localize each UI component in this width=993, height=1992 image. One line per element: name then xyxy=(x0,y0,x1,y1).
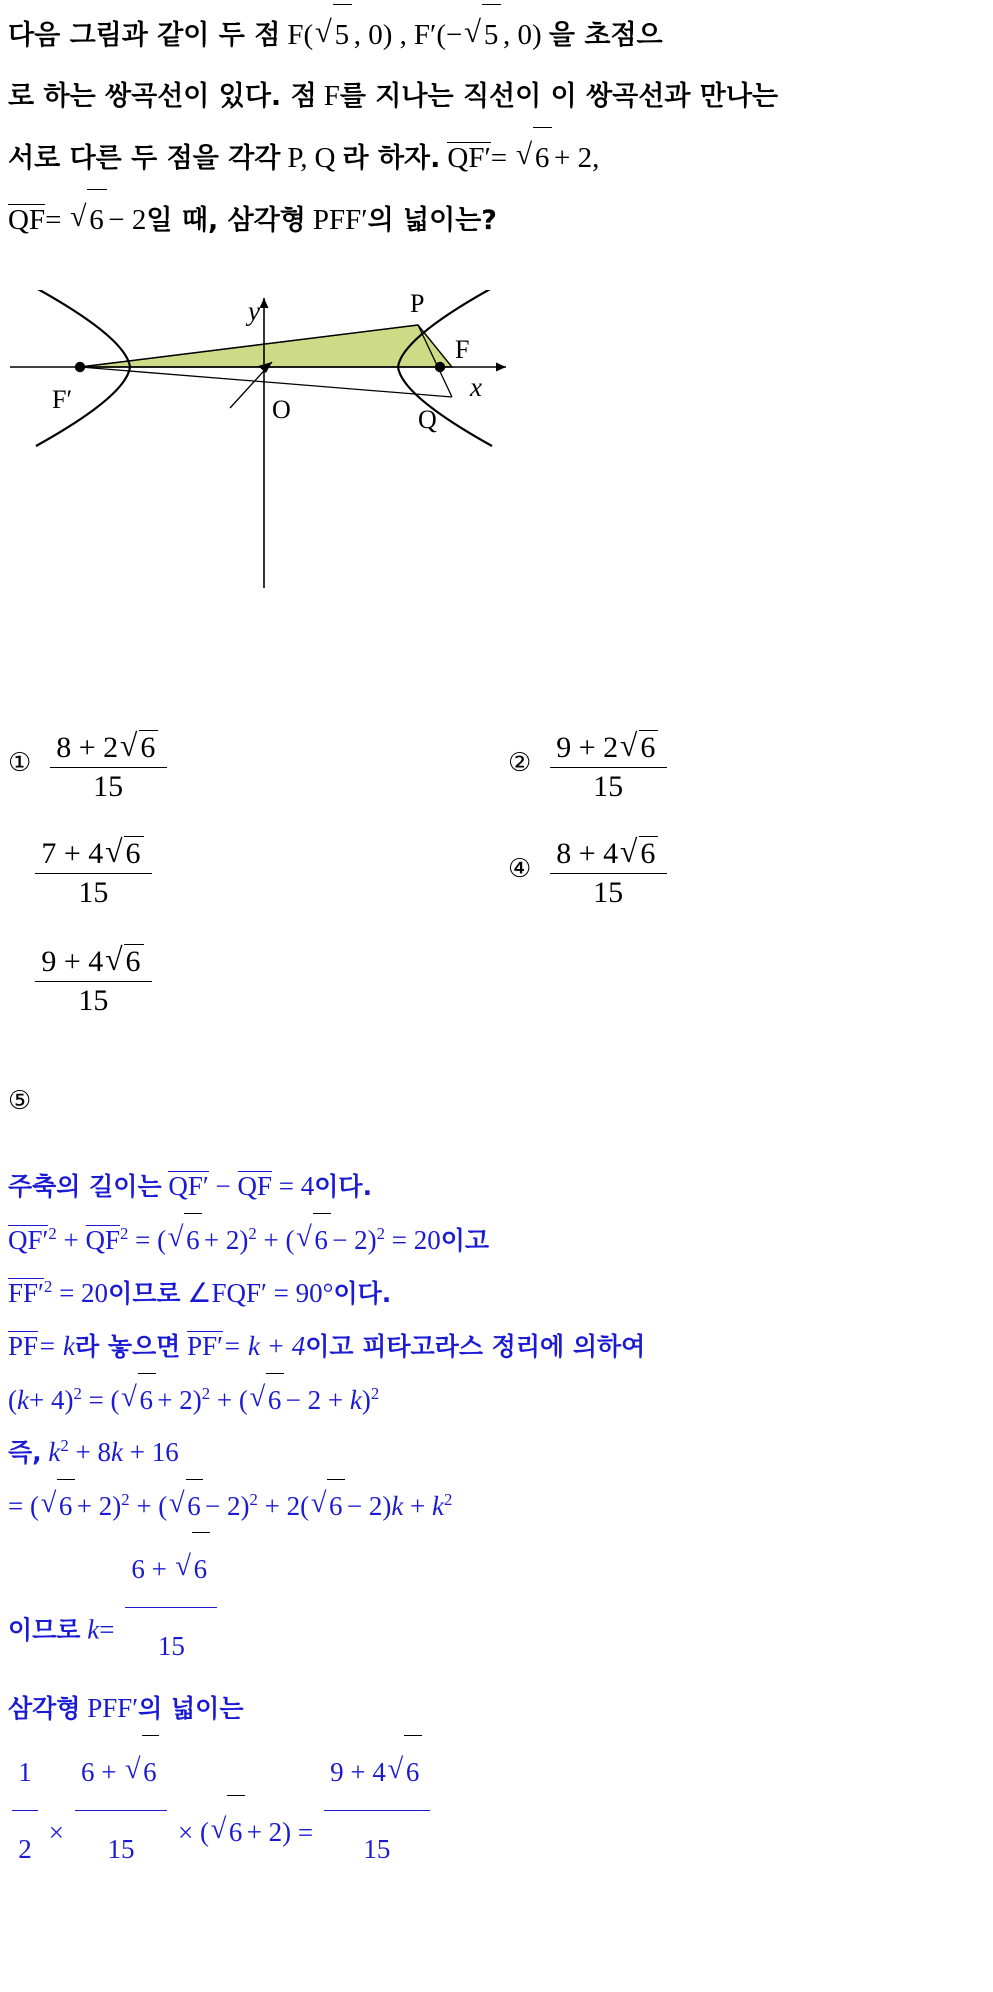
problem-statement xyxy=(8,4,988,251)
problem-line-3-d: 라 하자. xyxy=(342,143,441,174)
hyperbola-figure xyxy=(0,290,560,600)
solution-l3-b: = 20 xyxy=(59,1278,109,1308)
problem-line-4: QF= √ 6 − 2일 때, 삼각형 PFF′의 넓이는? xyxy=(8,189,988,251)
problem-line-1-tail: 을 초점으 xyxy=(548,20,663,51)
solution-l8-a: 이므로 xyxy=(8,1615,81,1645)
choice-3-denominator: 15 xyxy=(35,873,152,910)
choice-2-numerator: 9 + 2 √ 6 xyxy=(550,730,667,767)
solution-line-2 xyxy=(8,1213,988,1267)
choice-2-denominator: 15 xyxy=(550,767,667,804)
choice-4-denominator: 15 xyxy=(550,873,667,910)
choice-2[interactable] xyxy=(508,730,672,804)
problem-line-1 xyxy=(8,4,988,66)
choice-1-value xyxy=(50,730,167,804)
solution-l4-e: = k + 4 xyxy=(223,1331,306,1361)
solution-line-6 xyxy=(8,1426,988,1479)
solution-seg-pf: PF xyxy=(8,1331,39,1361)
solution-l9-triangle: PFF′ xyxy=(87,1693,139,1723)
solution-k2-num: 6 + √ 6 xyxy=(75,1735,167,1810)
solution-l2-pow2: 2 xyxy=(120,1224,129,1243)
solution-l9-c: 의 넓이는 xyxy=(138,1694,244,1723)
choice-2-value xyxy=(550,730,667,804)
solution-seg-qf: QF xyxy=(237,1171,273,1201)
solution-seg-pfprime: PF′ xyxy=(187,1331,224,1361)
label-y: y xyxy=(248,296,260,326)
choice-2-number: ② xyxy=(508,747,532,778)
solution-l2-seg1: QF′ xyxy=(8,1225,49,1255)
solution-l3-e: 이다. xyxy=(333,1279,392,1308)
choice-3-numerator: 7 + 4 √ 6 xyxy=(35,836,152,873)
focus-left-dot xyxy=(75,362,85,372)
choice-5-value xyxy=(35,944,152,1018)
solution-times-2: × xyxy=(177,1817,194,1848)
choice-4-number: ④ xyxy=(508,853,532,884)
solution-line-8: 이므로 k= $\frac{6 + √ 6}{15}$ xyxy=(8,1532,988,1682)
solution-line-9 xyxy=(8,1682,988,1735)
solution-l3-angle: ∠FQF′ = 90° xyxy=(187,1278,334,1308)
choice-4[interactable] xyxy=(508,836,672,910)
solution-line-3 xyxy=(8,1267,988,1320)
choice-4-numerator: 8 + 4 √ 6 xyxy=(550,836,667,873)
solution-line-1-f: 이다. xyxy=(314,1172,373,1201)
problem-line-2-f: F xyxy=(323,80,340,112)
choice-1-number: ① xyxy=(8,747,32,778)
answer-marker: ⑤ xyxy=(8,1086,32,1116)
problem-line-4-d: 의 넓이는? xyxy=(367,205,497,236)
solution-line-4 xyxy=(8,1320,988,1373)
solution-l3-pow: 2 xyxy=(43,1277,53,1296)
solution-l4-f: 이고 피타고라스 정리에 의하여 xyxy=(305,1332,646,1361)
solution-l3-c: 이므로 xyxy=(108,1279,181,1308)
solution-half xyxy=(12,1736,37,1885)
solution-line-5 xyxy=(8,1373,988,1426)
solution-line-1 xyxy=(8,1160,988,1213)
focus-f: F( √ 5 , 0) xyxy=(287,19,399,51)
solution-l2-expr: = ( √ 6 + 2)$^2$ + ( √ 6 − 2)$^2$ = 20 xyxy=(135,1225,441,1255)
label-point-q: Q xyxy=(418,405,437,434)
solution-final-value xyxy=(324,1735,429,1885)
solution-l6-a: 즉, xyxy=(8,1438,42,1467)
point-q-ref: Q xyxy=(314,142,336,174)
segment-qfprime: QF′ xyxy=(447,142,491,174)
choice-3[interactable] xyxy=(30,836,157,910)
choice-1-denominator: 15 xyxy=(50,767,167,804)
label-focus-right: F xyxy=(455,335,470,364)
problem-line-2-c: 를 지나는 직선이 이 쌍곡선과 만나는 xyxy=(339,81,779,112)
solution-line-10 xyxy=(8,1735,988,1885)
solution-times-1: × xyxy=(48,1817,64,1848)
choice-1-numerator: 8 + 2 √ 6 xyxy=(50,730,167,767)
solution-k-den: 15 xyxy=(125,1607,217,1682)
problem-line-3-a: 서로 다른 두 점을 각각 xyxy=(8,143,281,174)
solution-l2-plus: + xyxy=(63,1225,79,1255)
choice-4-value xyxy=(550,836,667,910)
point-p-ref: P xyxy=(287,142,301,174)
solution-equals: = xyxy=(297,1817,314,1848)
segment-qf: QF xyxy=(8,204,46,236)
label-x: x xyxy=(470,372,482,402)
solution-line-1-minus: − xyxy=(215,1171,231,1201)
solution-final-den: 15 xyxy=(324,1810,429,1885)
problem-line-1-text: 다음 그림과 같이 두 점 xyxy=(8,20,281,51)
label-origin: O xyxy=(272,395,291,424)
solution-k-num: 6 + √ 6 xyxy=(125,1532,217,1607)
choice-5-denominator: 15 xyxy=(35,981,152,1018)
choice-1[interactable] xyxy=(8,730,172,804)
solution-l7-expr: = ( √ 6 + 2)$^2$ + ( √ 6 − 2)$^2$ + 2( √ $6 - 2)k + k^2$ xyxy=(8,1491,452,1521)
solution-k-value-2 xyxy=(75,1735,167,1885)
solution-line-1-a: 주축의 길이는 xyxy=(8,1172,162,1201)
problem-line-3: 서로 다른 두 점을 각각 P, Q 라 하자. QF′= √ 6 + 2, xyxy=(8,127,988,189)
problem-line-2 xyxy=(8,66,988,127)
solution-k2-den: 15 xyxy=(75,1810,167,1885)
choice-3-value xyxy=(35,836,152,910)
solution-final-num: 9 + 4 √ 6 xyxy=(324,1735,429,1810)
solution-l4-b: = k xyxy=(38,1331,76,1361)
focus-f-prime: F′(− √ 5 , 0) xyxy=(414,19,549,51)
solution-paren-term: ( √ 6 + 2) xyxy=(200,1817,291,1847)
solution-seg-qfprime: QF′ xyxy=(168,1171,209,1201)
problem-line-3-comma: , xyxy=(300,142,308,174)
solution-l2-tail: 이고 xyxy=(440,1226,490,1255)
choice-5-numerator: 9 + 4 √ 6 xyxy=(35,944,152,981)
problem-comma: , xyxy=(399,19,407,51)
solution-block xyxy=(8,1160,988,1885)
focus-right-dot xyxy=(435,362,445,372)
label-focus-left: F′ xyxy=(52,385,73,414)
solution-k-value xyxy=(125,1532,217,1682)
choice-5[interactable] xyxy=(30,944,157,1018)
label-point-p: P xyxy=(410,290,425,318)
solution-l9-a: 삼각형 xyxy=(8,1694,81,1723)
solution-line-1-e: = 4 xyxy=(278,1171,315,1201)
solution-half-den: 2 xyxy=(12,1810,37,1885)
solution-seg-ffprime: FF′ xyxy=(8,1278,44,1308)
answer-choices xyxy=(0,700,993,1116)
solution-l2-seg2: QF xyxy=(85,1225,121,1255)
solution-l4-c: 라 놓으면 xyxy=(75,1332,181,1361)
problem-line-4-b: 일 때, 삼각형 xyxy=(146,205,306,236)
solution-l6-expr: $k^2 + 8k + 16$ xyxy=(48,1436,179,1467)
solution-half-num: 1 xyxy=(18,1757,32,1787)
solution-l2-pow1: 2 xyxy=(48,1224,57,1243)
problem-line-2-a: 로 하는 쌍곡선이 있다. 점 xyxy=(8,81,317,112)
triangle-pffprime-ref: PFF′ xyxy=(312,204,368,236)
solution-l5-expr: $(k+ 4)^2$ = ( √ 6 + 2)$^2$ + ( √ 6 − 2 + k)$^2$ xyxy=(8,1385,379,1415)
solution-l8-k: k xyxy=(87,1614,100,1645)
solution-line-7 xyxy=(8,1479,988,1532)
